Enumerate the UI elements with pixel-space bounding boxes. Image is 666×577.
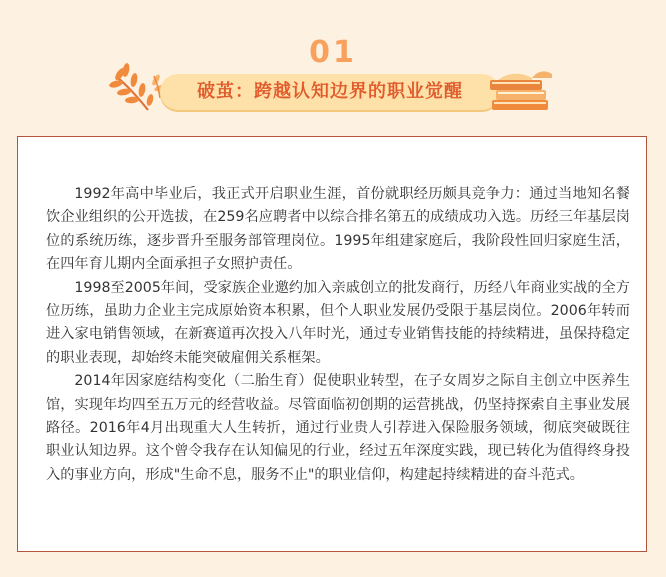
paragraph-3: 2014年因家庭结构变化（二胎生育）促使职业转型，在子女周岁之际自主创立中医养生馆，实现年均四至五万元的经营收益。尽管面临初创期的运营挑战，仍坚持探索自主事业发展路径。2016年4月出现重大人生转折，通过行业贵人引荐进入保险服务领域，彻底突破既往职业认知边界。这个曾令我存在认知偏见的行业，经过五年深度实践，现已转化为值得终身投入的事业方向，形成"生命不息，服务不止"的职业信仰，构建起持续精进的奋斗范式。 bbox=[46, 373, 630, 483]
section-number: 01 bbox=[309, 35, 357, 70]
section-title: 破茧：跨越认知边界的职业觉醒 bbox=[197, 81, 463, 102]
paragraph-1: 1992年高中毕业后，我正式开启职业生涯，首份就职经历颇具竞争力：通过当地知名餐饮企业组织的公开选拔，在259名应聘者中以综合排名第五的成绩成功入选。历经三年基层岗位的系统历练，逐步晋升至服务部管理岗位。1995年组建家庭后，我阶段性回归家庭生活，在四年育儿期内全面承担子女照护责任。 bbox=[46, 186, 630, 273]
leaf-icon bbox=[104, 58, 168, 114]
books-icon bbox=[486, 66, 556, 114]
content-text bbox=[46, 183, 630, 487]
paragraph-2: 1998至2005年间，受家族企业邀约加入亲戚创立的批发商行，历经八年商业实战的全方位历练，虽助力企业主完成原始资本积累，但个人职业发展仍受限于基层岗位。2006年转而进入家电销售领域，在新赛道再次投入八年时光，通过专业销售技能的持续精进，虽保持稳定的职业表现，却始终未能突破雇佣关系框架。 bbox=[46, 279, 630, 366]
section-banner bbox=[160, 74, 500, 110]
